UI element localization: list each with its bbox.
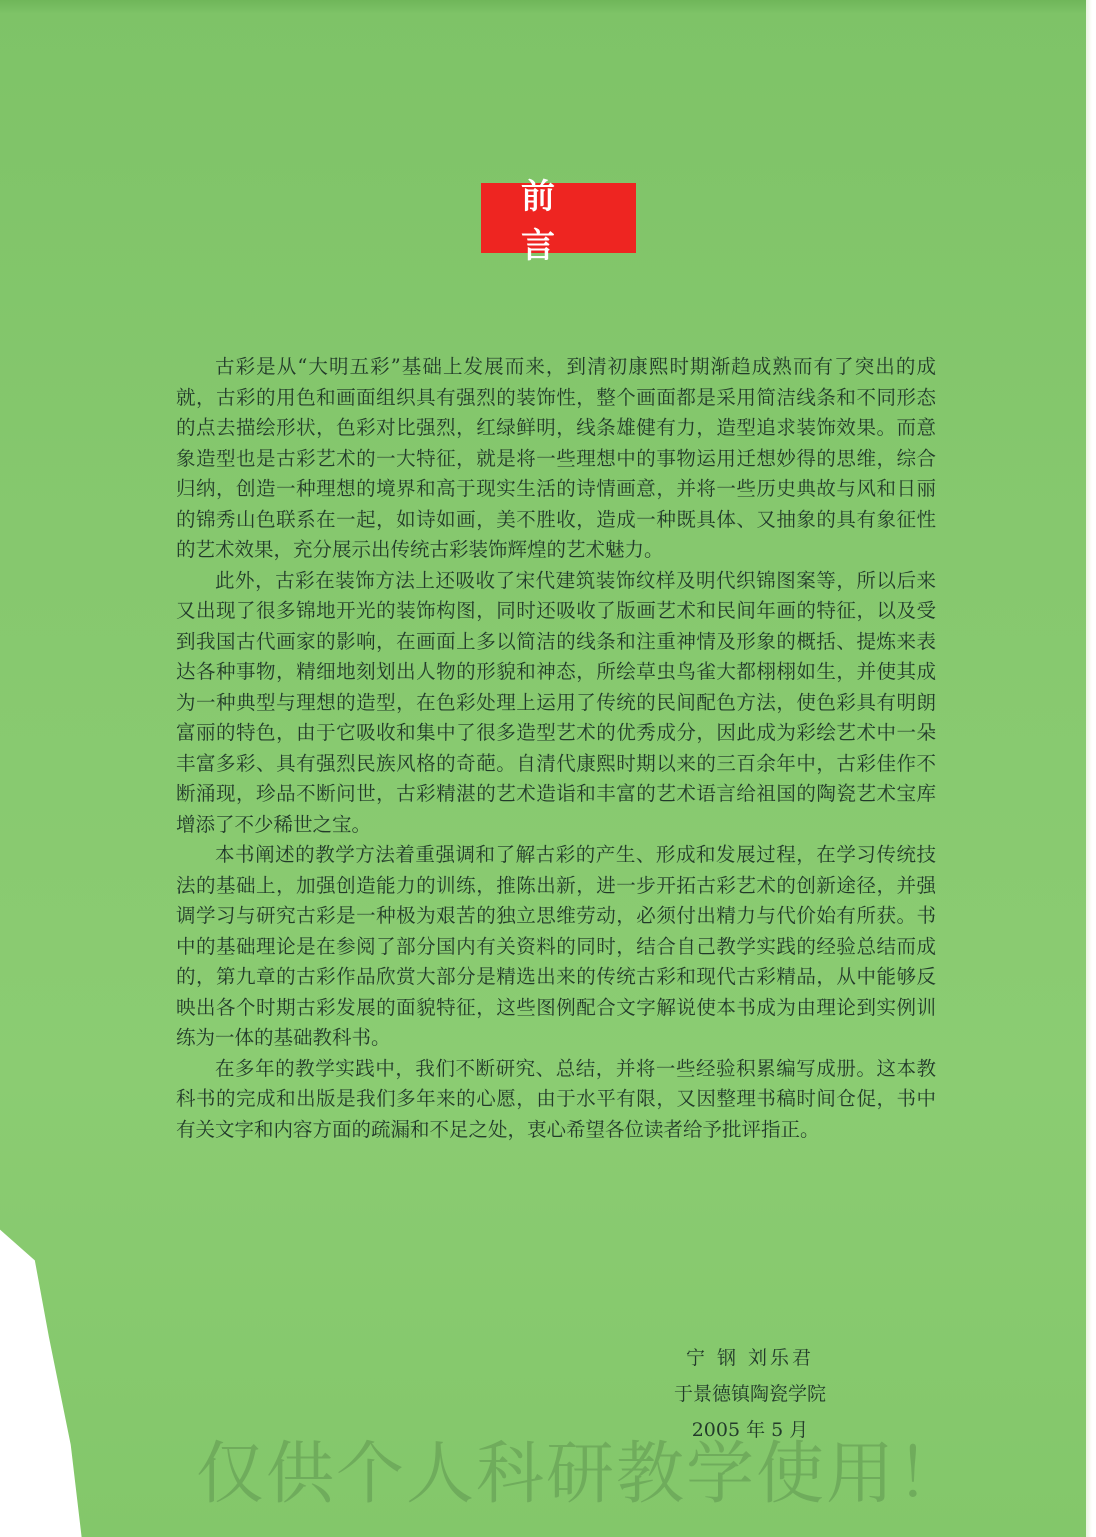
paragraph-3: 本书阐述的教学方法着重强调和了解古彩的产生、形成和发展过程，在学习传统技法的基础上，加强创造能力的训练，推陈出新，进一步开拓古彩艺术的创新途径，并强调学习与研究古彩是一种极为艰苦的独立思维劳动，必须付出精力与代价始有所获。书中的基础理论是在参阅了部分国内有关资料的同时，结合自己教学实践的经验总结而成的，第九章的古彩作品欣赏大部分是精选出来的传统古彩和现代古彩精品，从中能够反映出各个时期古彩发展的面貌特征，这些图例配合文字解说使本书成为由理论到实例训练为一体的基础教科书。	[176, 843, 936, 1049]
paragraph-4: 在多年的教学实践中，我们不断研究、总结，并将一些经验积累编写成册。这本教科书的完成和出版是我们多年来的心愿，由于水平有限，又因整理书稿时间仓促，书中有关文字和内容方面的疏漏和不足之处，衷心希望各位读者给予批评指正。	[176, 1056, 936, 1141]
page-edge	[1086, 0, 1096, 1537]
paragraph-1: 古彩是从“大明五彩”基础上发展而来，到清初康熙时期渐趋成熟而有了突出的成就，古彩的用色和画面组织具有强烈的装饰性，整个画面都是采用简洁线条和不同形态的点去描绘形状，色彩对比强烈，红绿鲜明，线条雄健有力，造型追求装饰效果。而意象造型也是古彩艺术的一大特征，就是将一些理想中的事物运用迁想妙得的思维，综合归纳，创造一种理想的境界和高于现实生活的诗情画意，并将一些历史典故与风和日丽的锦秀山色联系在一起，如诗如画，美不胜收，造成一种既具体、又抽象的具有象征性的艺术效果，充分展示出传统古彩装饰辉煌的艺术魅力。	[176, 355, 936, 561]
scan-edge-strip	[0, 0, 1088, 14]
signature-institution: 于景德镇陶瓷学院	[673, 1383, 826, 1405]
watermark-text: 仅供个人科研教学使用！	[196, 1435, 967, 1514]
signature-authors: 宁 钢 刘乐君	[685, 1347, 815, 1369]
preface-body	[176, 352, 936, 1145]
page-title: 前 言	[521, 177, 595, 266]
paragraph-2: 此外，古彩在装饰方法上还吸收了宋代建筑装饰纹样及明代织锦图案等，所以后来又出现了很多锦地开光的装饰构图，同时还吸收了版画艺术和民间年画的特征，以及受到我国古代画家的影响，在画面上多以简洁的线条和注重神情及形象的概括、提炼来表达各种事物，精细地刻划出人物的形貌和神态，所绘草虫鸟雀大都栩栩如生，并使其成为一种典型与理想的造型，在色彩处理上运用了传统的民间配色方法，使色彩具有明朗富丽的特色，由于它吸收和集中了很多造型艺术的优秀成分，因此成为彩绘艺术中一朵丰富多彩、具有强烈民族风格的奇葩。自清代康熙时期以来的三百余年中，古彩佳作不断涌现，珍品不断问世，古彩精湛的艺术造诣和丰富的艺术语言给祖国的陶瓷艺术宝库增添了不少稀世之宝。	[176, 568, 936, 836]
title-banner	[481, 177, 636, 266]
signature-date: 2005 年 5 月	[691, 1419, 809, 1441]
